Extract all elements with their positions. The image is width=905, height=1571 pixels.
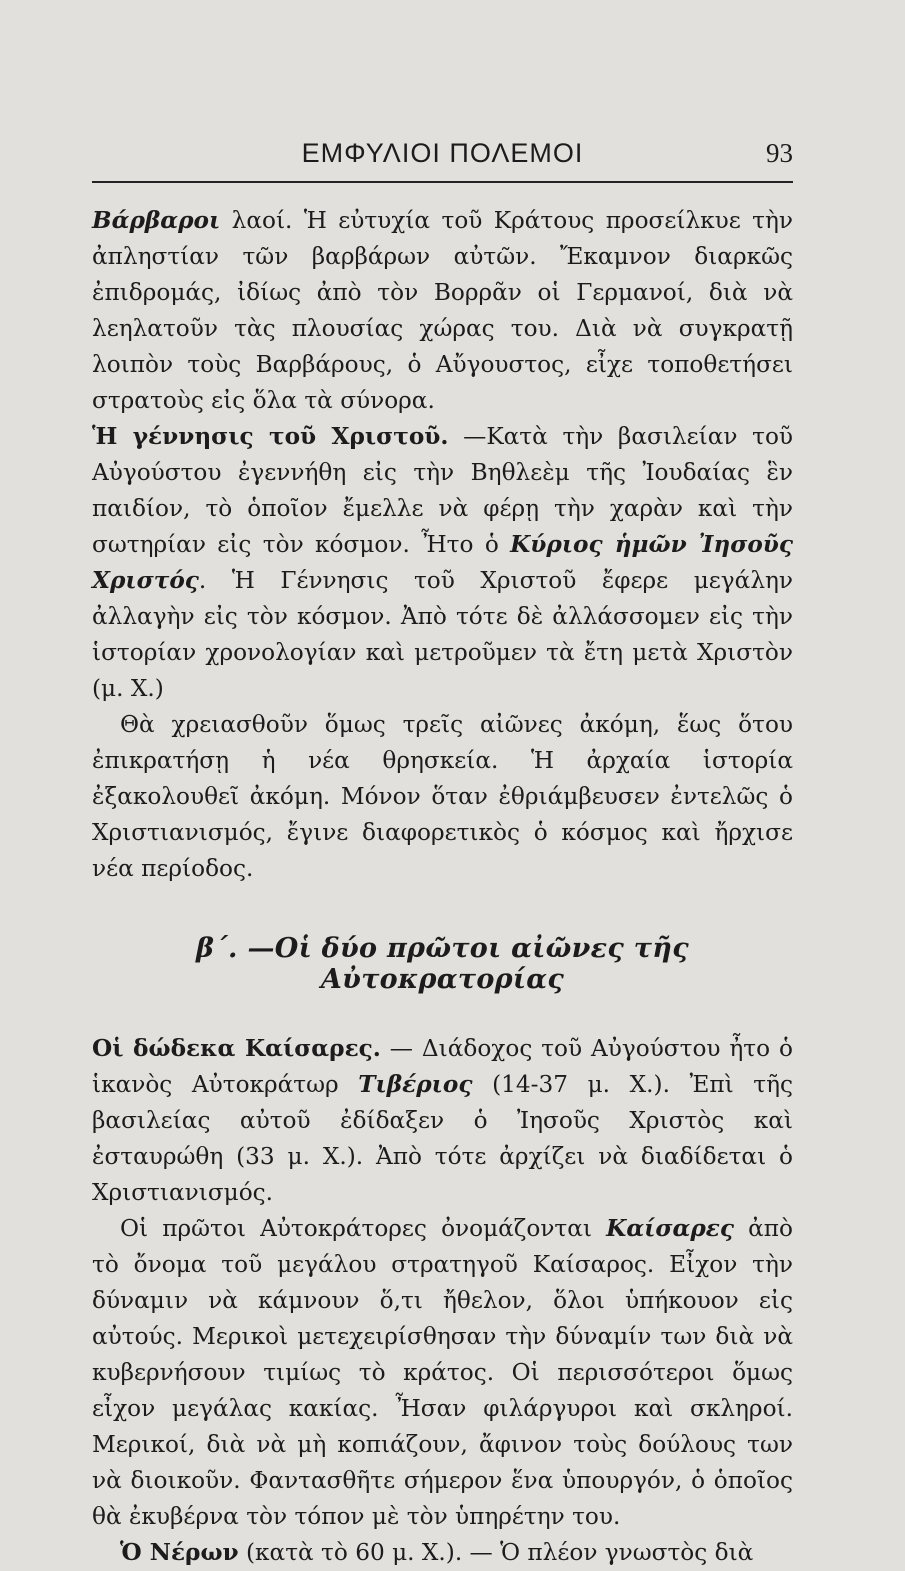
paragraph-text: ἀπὸ τὸ ὄνομα τοῦ μεγάλου στρατηγοῦ Καίσαρος. Εἶχον τὴν δύναμιν νὰ κάμνουν ὅ,τι ἤθελον, ὅλοι ὑπήκουον εἰς αὐτούς. Μερικοὶ μετεχειρίσθησαν τὴν δύναμίν των διὰ νὰ κυβερνήσουν τιμίως τὸ κράτος. Οἱ περισσότεροι ὅμως εἶχον μεγάλας κακίας. Ἦσαν φιλάργυροι καὶ σκληροί. Μερικοί, διὰ νὰ μὴ κοπιάζουν, ἄφινον τοὺς δούλους των νὰ διοικοῦν. Φαντασθῆτε σήμερον ἕνα ὑπουργόν, ὁ ὁποῖος θὰ ἐκυβέρνα τὸν τόπον μὲ τὸν ὑπηρέτην του. — [92, 1215, 793, 1530]
subheading-birth-of-christ: Ἡ γέννησις τοῦ Χριστοῦ. — [92, 423, 449, 450]
paragraph-text: (κατὰ τὸ 60 μ. Χ.). — Ὁ πλέον γνωστὸς διὰ — [238, 1539, 754, 1566]
paragraph-text: —Κατὰ τὴν βασιλείαν τοῦ Αὐγούστου ἐγεννήθη εἰς τὴν Βηθλεὲμ τῆς Ἰουδαίας ἓν παιδίον, τὸ ὁποῖον ἔμελλε νὰ φέρῃ τὴν χαρὰν καὶ τὴν σωτηρίαν εἰς τὸν κόσμον. Ἦτο ὁ — [92, 423, 794, 558]
paragraph-text: (14-37 μ. Χ.). Ἐπὶ τῆς βασιλείας αὐτοῦ ἐδίδαξεν ὁ Ἰησοῦς Χριστὸς καὶ ἐσταυρώθη (33 μ. Χ.). Ἀπὸ τότε ἀρχίζει νὰ διαδίδεται ὁ Χριστιανισμός. — [92, 1071, 793, 1206]
term-tiberius: Τιβέριος — [358, 1071, 473, 1098]
term-barbarians: Βάρβαροι — [92, 207, 221, 234]
subheading-twelve-caesars: Οἱ δώδεκα Καίσαρες. — [92, 1035, 381, 1062]
paragraph-text: . Ἡ Γέννησις τοῦ Χριστοῦ ἔφερε μεγάλην ἀλλαγὴν εἰς τὸν κόσμον. Ἀπὸ τότε δὲ ἀλλάσσομεν εἰς τὴν ἱστορίαν χρονολογίαν καὶ μετροῦμεν τὰ ἔτη μετὰ Χριστὸν (μ. Χ.) — [92, 567, 793, 702]
paragraph-text: Θὰ χρειασθοῦν ὅμως τρεῖς αἰῶνες ἀκόμη, ἕως ὅτου ἐπικρατήσῃ ἡ νέα θρησκεία. Ἡ ἀρχαία ἱστορία ἐξακολουθεῖ ἀκόμη. Μόνον ὅταν ἐθριάμβευσεν ἐντελῶς ὁ Χριστιανισμός, ἔγινε διαφορετικὸς ὁ κόσμος καὶ ἤρχισε νέα περίοδος. — [92, 711, 793, 882]
section-title: β΄. —Οἱ δύο πρῶτοι αἰῶνες τῆς Αὐτοκρατορίας — [196, 933, 689, 995]
paragraph-barbarians — [92, 203, 793, 419]
paragraph-caesars-name — [92, 1211, 793, 1535]
subheading-nero: Ὁ Νέρων — [120, 1539, 239, 1566]
text-body — [92, 203, 793, 1571]
paragraph-text: λαοί. Ἡ εὐτυχία τοῦ Κράτους προσείλκυε τὴν ἀπληστίαν τῶν βαρβάρων αὐτῶν. Ἔκαμνον διαρκῶς ἐπιδρομάς, ἰδίως ἀπὸ τὸν Βορρᾶν οἱ Γερμανοί, διὰ νὰ λεηλατοῦν τὰς πλουσίας χώρας του. Διὰ νὰ συγκρατῇ λοιπὸν τοὺς Βαρβάρους, ὁ Αὔγουστος, εἶχε τοποθετήσει στρατοὺς εἰς ὅλα τὰ σύνορα. — [92, 207, 793, 414]
term-caesars: Καίσαρες — [606, 1215, 734, 1242]
paragraph-birth-of-christ — [92, 419, 793, 707]
paragraph-nero — [92, 1535, 793, 1571]
chapter-title: ΕΜΦΥΛΙΟΙ ΠΟΛΕΜΟΙ — [301, 138, 584, 168]
paragraph-text: Οἱ πρῶτοι Αὐτοκράτορες ὀνομάζονται — [120, 1215, 607, 1242]
term-jesus-christ: Κύριος ἡμῶν Ἰησοῦς Χριστός — [92, 531, 793, 594]
running-header — [92, 138, 793, 178]
paragraph-three-centuries — [92, 707, 793, 887]
paragraph-twelve-caesars — [92, 1031, 793, 1211]
page-number: 93 — [766, 138, 793, 168]
paragraph-text: — Διάδοχος τοῦ Αὐγούστου ἦτο ὁ ἱκανὸς Αὐτοκράτωρ — [92, 1035, 793, 1098]
header-rule — [92, 181, 793, 183]
